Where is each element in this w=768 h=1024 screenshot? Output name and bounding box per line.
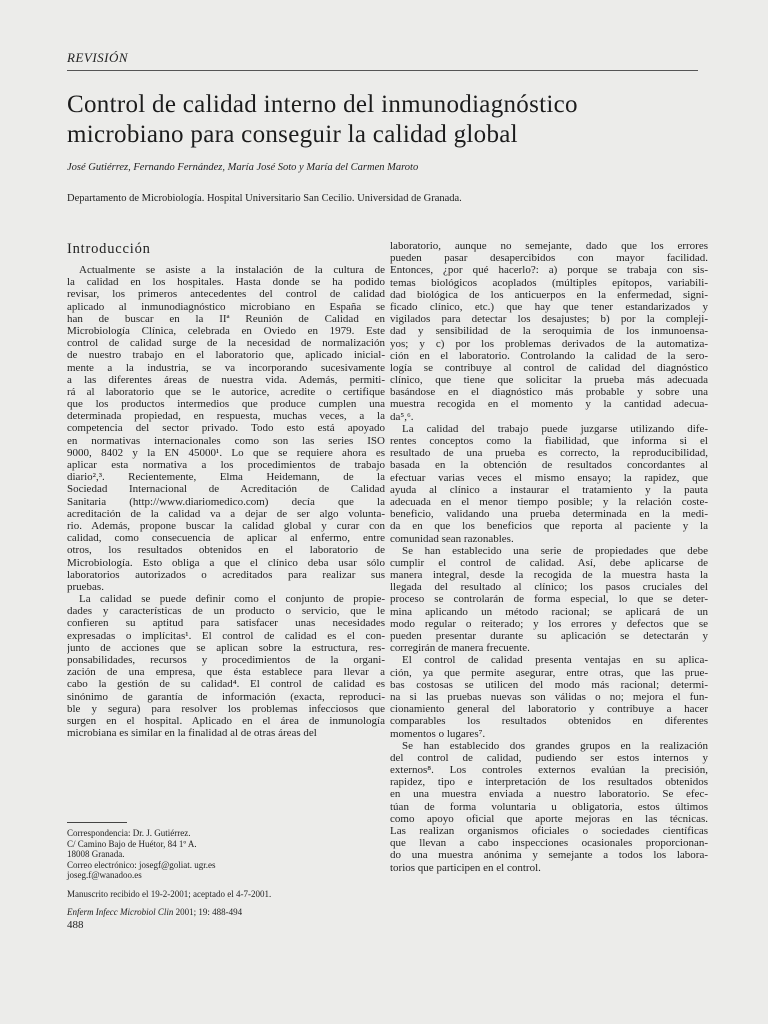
text-line: Sociedad Internacional de Acreditación de Calidad	[67, 483, 385, 496]
text-line: Microbiología. Esto obliga a que el clínico deba usar sólo	[67, 556, 385, 569]
text-line: La calidad se puede definir como el conjunto de propie-	[79, 593, 385, 606]
text-line: en una muestra enviada a nuestro laboratorio. Se efec-	[390, 788, 708, 801]
text-line: que los productos intermedios que produce cumplen una	[67, 398, 385, 411]
text-line: laboratorios autorizados o acreditados para realizar sus	[67, 568, 385, 581]
text-line: mente a la industria, se va incorporando sucesivamente	[67, 361, 385, 374]
text-line: da⁵,⁶.	[390, 410, 414, 423]
section-heading: Introducción	[67, 241, 151, 257]
text-line: basada en la obtención de resultados concordantes al	[390, 459, 708, 472]
text-line: Se han establecido una serie de propiedades que debe	[402, 544, 708, 557]
section-label: REVISIÓN	[67, 50, 129, 65]
text-line: Entonces, ¿por qué hacerlo?: a) porque se trabaja con sis-	[390, 264, 708, 277]
text-line: na si las pruebas nuevas son válidas o no; mejora el fun-	[390, 690, 708, 703]
text-line: El control de calidad presenta ventajas en su aplica-	[402, 654, 708, 667]
text-line: pueden presentar durante su aplicación se detectarán y	[390, 630, 708, 642]
article-title	[67, 90, 707, 150]
text-line: torios que participen en el control.	[390, 861, 541, 874]
text-line: pruebas.	[67, 580, 104, 593]
text-line: surgen en el hospital. Aplicado en el área de inmunología	[67, 714, 385, 727]
text-line: adecuada en el menor tiempo posible; y la relación coste-	[390, 495, 708, 508]
text-line: zación de una empresa, que ésta establece para llevar a	[67, 666, 385, 679]
text-line: resultado de una prueba es correcto, la reproducibilidad,	[390, 447, 708, 460]
text-line: clínico, que tiene que solicitar la prueba más adecuada	[390, 374, 708, 387]
journal-reference	[67, 907, 385, 918]
text-line: comparables los resultados obtenidos en diferentes	[390, 715, 708, 728]
correspondence-line: C/ Camino Bajo de Huétor, 84 1º A.	[67, 838, 197, 849]
text-line: que llevan a cabo inspecciones ocasionales proporcionan-	[390, 837, 708, 850]
text-line: muestra recogida en el momento y la cantidad adecua-	[390, 398, 708, 411]
text-line: microbiana es similar en la finalidad al de otras áreas del	[67, 727, 317, 740]
journal-citation: 2001; 19: 488-494	[173, 907, 243, 917]
text-line: revisar, los primeros antecedentes del control de calidad	[67, 288, 385, 301]
text-line: como apoyo oficial que aporte mejoras en las técnicas.	[390, 812, 708, 825]
affiliation: Departamento de Microbiología. Hospital Universitario San Cecilio. Universidad de Granada.	[67, 193, 462, 204]
text-line: sinónimo de garantía de información (exacta, reproduci-	[67, 690, 385, 703]
text-line: vigilados para detectar los desajustes; b) por la compleji-	[390, 313, 708, 326]
left-column-text	[67, 264, 385, 739]
text-line: proceso se controlarán de forma especial, lo que se deter-	[390, 593, 708, 606]
text-line: túan de forma voluntaria u obligatoria, estos últimos	[390, 800, 708, 813]
text-line: rapidez, tipo e interpretación de los resultados obtenidos	[390, 776, 708, 789]
text-line: rá al laboratorio que se le autorice, acredite o certifique	[67, 385, 385, 398]
left-column	[67, 240, 385, 739]
page-number: 488	[67, 919, 84, 931]
text-line: dad biológica de los anticuerpos en la enfermedad, signi-	[390, 288, 708, 301]
text-line: ayuda al clínico a instaurar el tratamiento y la pauta	[390, 483, 708, 496]
text-line: da en que los beneficios que reporta al paciente y la	[390, 520, 708, 533]
text-line: La calidad del trabajo puede juzgarse utilizando dife-	[402, 422, 708, 435]
text-line: mina aplicando un método racional; se aplicará de un	[390, 605, 708, 618]
text-line: bas costosas se utilicen del modo más racional; determi-	[390, 678, 708, 691]
text-line: comunidad sean razonables.	[390, 532, 514, 545]
text-line: cabo la gestión de su calidad⁴. El control de calidad es	[67, 678, 385, 691]
text-line: expresadas o implícitas¹. El control de calidad es el con-	[67, 629, 385, 642]
text-line: yos; y c) por los problemas derivados de la automatiza-	[390, 337, 708, 350]
text-line: laboratorio, aunque no semejante, dado que los errores	[390, 240, 708, 252]
text-line: Sanitaria (http://www.diariomedico.com) decía que la	[67, 495, 385, 508]
text-line: llegada del resultado al clínico; los pasos cruciales del	[390, 581, 708, 594]
text-line: ble y segura) para resolver los problemas infecciosos que	[67, 702, 385, 715]
text-line: confieren su aptitud para satisfacer unas necesidades	[67, 617, 385, 630]
text-line: determinada propiedad, en respuesta, muchas veces, a la	[67, 410, 385, 423]
correspondence-line: joseg.f@wanadoo.es	[67, 870, 142, 880]
text-line: otros, los resultados obtenidos en el laboratorio de	[67, 544, 385, 557]
text-line: rio. Además, propone buscar la calidad global y curar con	[67, 519, 385, 532]
text-line: efectuar varias veces el mismo ensayo; la rapidez, que	[390, 471, 708, 484]
correspondence-line: Correspondencia: Dr. J. Gutiérrez.	[67, 828, 191, 838]
journal-name: Enferm Infecc Microbiol Clin	[67, 907, 174, 917]
text-line: en normativas internacionales como son las series ISO	[67, 434, 385, 447]
title-line: Control de calidad interno del inmunodiagnóstico	[67, 91, 578, 118]
text-line: Actualmente se asiste a la instalación de la cultura de	[79, 264, 385, 276]
title-line: microbiano para conseguir la calidad global	[67, 121, 518, 148]
footnote-rule	[67, 822, 127, 823]
text-line: control de calidad surge de la necesidad de normalización	[67, 337, 385, 350]
text-line: rentes conceptos como la fiabilidad, que informa si el	[390, 435, 708, 447]
text-line: ponsabilidades, recursos y procedimientos de la organi-	[67, 654, 385, 666]
text-line: manera integral, desde la recogida de la muestra hasta la	[390, 569, 708, 582]
right-column-text	[390, 240, 708, 874]
text-line: han de buscar en la IIª Reunión de Calidad en	[67, 312, 385, 325]
text-line: temas biológicos acoplados (múltiples epítopos, variabili-	[390, 276, 708, 289]
right-column	[390, 240, 708, 874]
text-line: competencia del sector privado. Todo esto está apoyado	[67, 422, 385, 435]
text-line: dad y sensibilidad de la seroquimia de los inmunoensa-	[390, 325, 708, 338]
text-line: acreditación de la calidad va a dejar de ser algo volunta-	[67, 507, 385, 520]
text-line: aplicar esta normativa a los procedimientos de trabajo	[67, 459, 385, 471]
text-line: 9000, 8402 y la EN 45000¹. Lo que se requiere ahora es	[67, 446, 385, 459]
text-line: basándose en el diagnóstico más probable y sobre una	[390, 386, 708, 399]
text-line: Microbiología Clínica, celebrada en Oviedo en 1979. Este	[67, 324, 385, 337]
text-line: ficado clínico, etc.) que hay que tener estandarizados y	[390, 300, 708, 313]
text-line: pueden pasar desapercibidos con mayor facilidad.	[390, 252, 708, 265]
manuscript-dates: Manuscrito recibido el 19-2-2001; aceptado el 4-7-2001.	[67, 888, 272, 899]
text-line: do una muestra anónima y semejante a todos los labora-	[390, 849, 708, 862]
text-line: ción, ya que permite asegurar, entre otras, que las prue-	[390, 666, 708, 679]
text-line: del control de calidad, pudiendo ser estos internos y	[390, 751, 708, 764]
text-line: la calidad en los hospitales. Hasta donde se ha podido	[67, 276, 385, 289]
text-line: ción en el laboratorio. Controlando la calidad de la sero-	[390, 349, 708, 362]
correspondence-line: 18008 Granada.	[67, 849, 125, 859]
text-line: modo regular o reiterado; y los errores y defectos que se	[390, 617, 708, 630]
text-line: de nuestro trabajo en el laboratorio que, aplicado inicial-	[67, 349, 385, 362]
text-line: dades y características de un producto o servicio, que le	[67, 605, 385, 618]
text-line: aplicado al inmunodiagnóstico microbiano en España se	[67, 300, 385, 313]
correspondence-line: Correo electrónico: josegf@goliat. ugr.es	[67, 859, 216, 870]
spacer	[67, 899, 385, 907]
authors: José Gutiérrez, Fernando Fernández, María José Soto y María del Carmen Maroto	[67, 162, 419, 173]
text-line: calidad, como consecuencia de aplicar al enfermo, entre	[67, 532, 385, 545]
text-line: momentos o lugares⁷.	[390, 727, 486, 740]
text-line: a las diferentes áreas de nuestra vida. Además, permiti-	[67, 373, 385, 386]
text-line: junto de acciones que se aplican sobre la estructura, res-	[67, 641, 385, 654]
text-line: logía se contribuye al control de calidad del diagnóstico	[390, 361, 708, 374]
text-line: externos⁸. Los controles externos evalúan la precisión,	[390, 764, 708, 777]
header-rule	[67, 70, 698, 71]
text-line: cumplir el control de calidad. Así, debe aplicarse de	[390, 556, 708, 569]
text-line: corregirán de manera frecuente.	[390, 642, 530, 655]
footnotes	[67, 828, 385, 918]
text-line: cionamiento general del laboratorio y contribuye a hacer	[390, 703, 708, 716]
text-line: Se han establecido dos grandes grupos en la realización	[402, 739, 708, 752]
text-line: Las realizan organismos oficiales o sociedades científicas	[390, 825, 708, 837]
text-line: diario²,³. Recientemente, Elma Heidemann, de la	[67, 471, 385, 484]
text-line: beneficio, validando una prueba determinada en la medi-	[390, 508, 708, 521]
spacer	[67, 881, 385, 889]
